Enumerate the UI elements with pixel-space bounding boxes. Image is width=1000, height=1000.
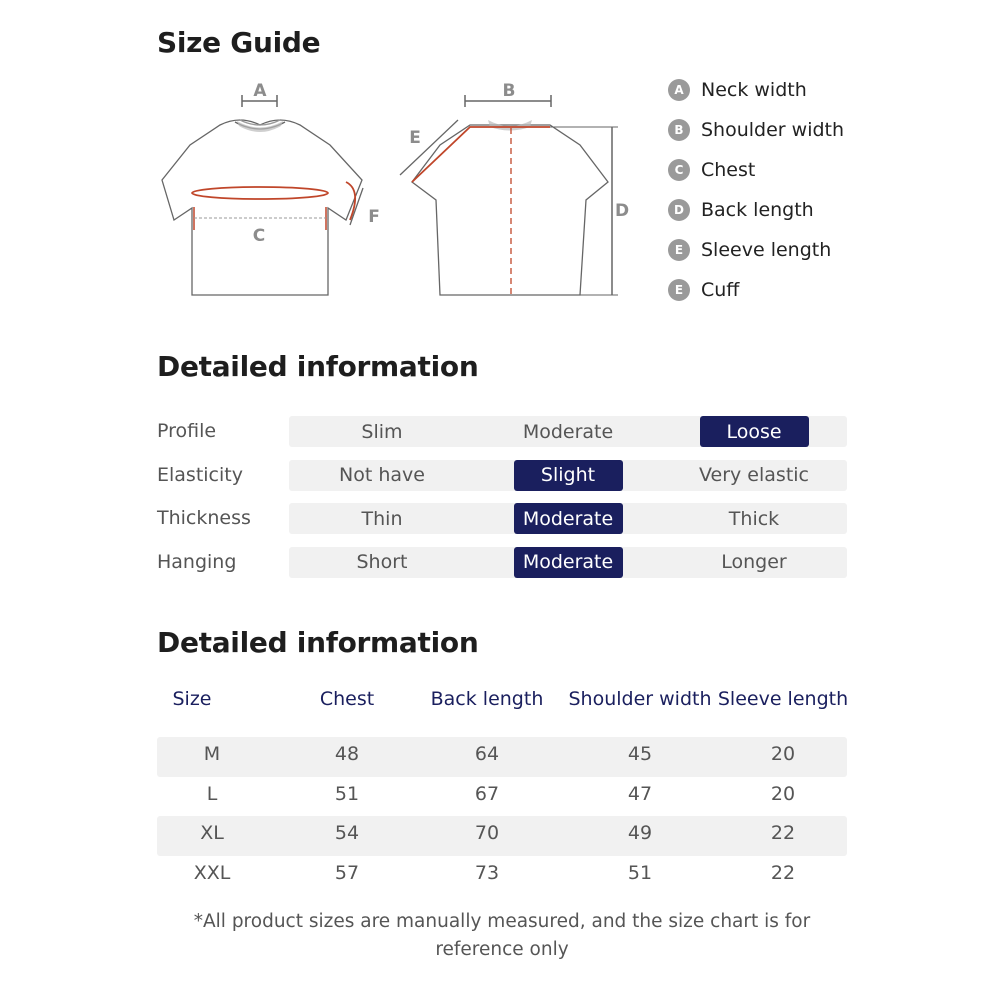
attribute-scale [289,460,847,491]
legend-label: Back length [701,199,814,221]
dim-letter-c: C [252,226,266,246]
legend-badge: B [668,119,690,141]
dim-letter-d: D [614,201,630,221]
attribute-option-label: Thick [728,507,780,530]
header-shoulder-width: Shoulder width [568,688,712,710]
attribute-name: Thickness [157,507,251,529]
legend-label: Cuff [701,279,740,301]
table-cell: 64 [474,743,500,765]
attribute-option-label: Very elastic [699,464,809,486]
table-cell: 20 [770,782,796,805]
attribute-option [289,460,475,491]
attribute-option-selected [475,460,661,491]
dim-letter-e: E [409,128,421,148]
attribute-option-label: Slim [361,420,403,443]
table-cell: 47 [627,782,653,805]
table-cell: 20 [770,743,796,765]
attribute-row [157,545,847,589]
attribute-option-selected [475,547,661,578]
legend-badge: E [668,239,690,261]
tshirt-front-diagram [150,70,390,305]
attribute-option [661,547,847,578]
attribute-option [289,547,475,578]
size-table-title: Detailed information [157,626,479,659]
header-size: Size [172,688,212,710]
attribute-name: Elasticity [157,463,243,486]
attribute-row [157,458,847,502]
attribute-row [157,501,847,545]
tshirt-back-diagram [390,70,630,305]
attribute-rows [157,414,847,588]
legend-badge: C [668,159,690,181]
table-cell: 57 [334,861,360,884]
table-cell: XXL [193,861,231,884]
dim-letter-a: A [253,81,267,101]
legend-item [668,270,844,310]
table-cell: M [203,743,221,765]
attribute-row [157,414,847,458]
legend-item [668,230,844,270]
table-cell: 67 [474,782,500,805]
legend-label: Neck width [701,79,807,101]
attribute-option-label: Moderate [514,547,623,578]
table-cell: 70 [474,822,500,844]
attribute-option [661,460,847,491]
legend-label: Shoulder width [701,119,845,141]
table-cell: 22 [770,861,796,884]
table-cell: L [206,782,218,805]
legend-label: Chest [701,159,756,181]
attribute-option-selected [661,416,847,447]
size-table [157,682,849,884]
table-cell: XL [200,822,224,844]
legend-badge: E [668,279,690,301]
attribute-option-selected [475,503,661,534]
header-sleeve-length: Sleeve length [717,688,849,710]
table-body [157,737,847,895]
legend-item [668,190,844,230]
dim-letter-b: B [502,81,516,101]
table-cell: 73 [474,861,500,884]
table-cell: 22 [770,822,796,844]
legend-item [668,150,844,190]
size-guide-title: Size Guide [157,26,321,59]
footnote: *All product sizes are manually measured, and the size chart is for reference only [193,911,811,960]
attribute-option-label: Short [356,551,408,573]
attribute-option-label: Moderate [514,503,623,534]
legend-badge: D [668,199,690,221]
attribute-scale [289,547,847,578]
attribute-scale [289,416,847,447]
table-row [157,777,847,817]
attribute-option-label: Loose [700,416,809,447]
legend-badge: A [668,79,690,101]
legend-label: Sleeve length [701,239,832,261]
table-cell: 49 [627,822,653,844]
table-row [157,856,847,896]
table-cell: 45 [627,743,653,765]
attribute-option-label: Thin [361,507,403,530]
dim-letter-f: F [368,207,380,227]
header-back-length: Back length [430,688,544,710]
table-row [157,816,847,856]
table-row [157,737,847,777]
table-cell: 51 [627,861,653,884]
detail-attributes-title: Detailed information [157,350,479,383]
table-cell: 51 [334,782,360,805]
attribute-option-label: Slight [514,460,623,491]
attribute-option [475,416,661,447]
attribute-name: Hanging [157,550,237,573]
table-header [157,682,847,722]
header-chest: Chest [319,688,375,710]
attribute-option-label: Not have [339,464,425,486]
table-cell: 54 [334,822,360,844]
attribute-option-label: Moderate [522,420,614,443]
attribute-scale [289,503,847,534]
attribute-option [289,503,475,534]
attribute-option-label: Longer [721,551,787,573]
attribute-name: Profile [157,420,217,442]
attribute-option [289,416,475,447]
legend-item [668,110,844,150]
legend-item [668,70,844,110]
attribute-option [661,503,847,534]
table-cell: 48 [334,743,360,765]
measurement-legend [668,70,844,310]
